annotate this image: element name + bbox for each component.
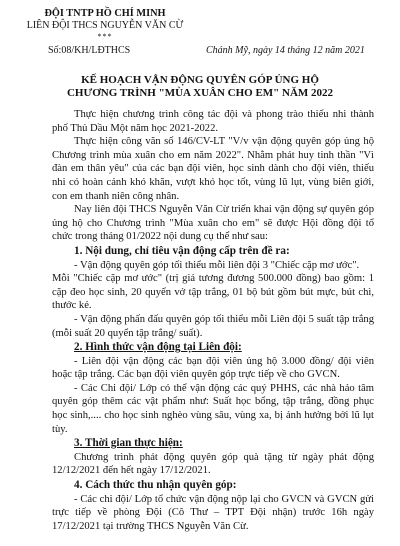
section-1-item-1: - Vận động quyên góp tối thiểu mỗi liên đội 3 "Chiếc cặp mơ ước".	[74, 259, 360, 271]
org-name-line2: LIÊN ĐỘI THCS NGUYỄN VĂN CỪ	[26, 20, 184, 31]
intro-paragraph-3: Nay liên đội THCS Nguyễn Văn Cừ triển khai vận động sự quyên góp ủng hộ cho Chương trình "Mùa xuân cho em" sẽ được Hội đồng đội tổ chức trong tháng 01/2022 nội dung cụ thể như sau:	[52, 204, 374, 243]
section-1-heading: 1. Nội dung, chỉ tiêu vận động cấp trên đề ra:	[74, 244, 290, 257]
organization-header	[20, 8, 190, 41]
org-name-line1: ĐỘI TNTP HỒ CHÍ MINH	[44, 8, 166, 19]
section-4-heading: 4. Cách thức thu nhận quyên góp:	[74, 479, 237, 492]
document-body	[52, 108, 374, 533]
intro-paragraph-1: Thực hiện chương trình công tác đội và phong trào thiếu nhi thành phố Thủ Dầu Một năm học 2021-2022.	[52, 109, 374, 134]
section-3-item-1: Chương trình phát động quyên góp quà tặng từ ngày phát động 12/12/2021 đến hết ngày 17/12/2021.	[52, 451, 374, 477]
section-1-item-2: Mỗi "Chiếc cặp mơ ước" (trị giá tương đương 500.000 đồng) bao gồm: 1 cặp đeo học sinh, 20 quyển vở tập trắng, 01 bộ bút gồm bút mực, bút chì, thước kẻ.	[52, 273, 374, 312]
header-stars: ***	[97, 32, 113, 41]
intro-paragraph-2: Thực hiện công văn số 146/CV-LT "V/v vận động quyên góp ủng hộ Chương trình mùa xuân cho em năm 2022". Nhằm phát huy tinh thần "Vì đàn em thân yêu" của các bạn đội viên, học sinh dành cho đội viên, thiếu nhi có hoàn cảnh khó khăn, vượt khó học tốt, vùng lũ lụt, vùng biên giới, con em thanh niên công nhân.	[52, 136, 374, 202]
section-4-item-1: - Các chi đội/ Lớp tổ chức vận động nộp lại cho GVCN và GVCN gửi trực tiếp về phòng Đội (Cô Thư – TPT Đội nhận) trước 16h ngày 17/12/2021 tại trường THCS Nguyễn Văn Cừ.	[52, 493, 374, 532]
title-line1: KẾ HOẠCH VẬN ĐỘNG QUYÊN GÓP ỦNG HỘ	[81, 74, 319, 86]
document-date: Chánh Mỹ, ngày 14 tháng 12 năm 2021	[206, 45, 365, 56]
document-title	[0, 74, 400, 100]
section-1-item-3: - Vận động phấn đấu quyên góp tối thiểu mỗi Liên đội 5 suất tập trắng (mỗi suất 20 quyển tập trắng/ suất).	[52, 313, 374, 339]
title-line2: CHƯƠNG TRÌNH "MÙA XUÂN CHO EM" NĂM 2022	[66, 87, 334, 99]
document-number: Số:08/KH/LĐTHCS	[48, 45, 131, 56]
section-2-item-1: - Liên đội vận động các bạn đội viên ủng hộ 3.000 đồng/ đội viên hoặc tập trắng. Các bạn đội viên quyên góp trực tiếp về cho GVCN.	[52, 355, 374, 381]
section-2-heading: 2. Hình thức vận động tại Liên đội:	[74, 341, 242, 354]
section-3-heading: 3. Thời gian thực hiện:	[74, 437, 183, 450]
section-2-item-2: - Các Chi đội/ Lớp có thể vận động các quý PHHS, các nhà hảo tâm quyên góp thêm các vật phẩm như: Suất học bổng, tập trắng, đồng phục học sinh,.... cho học sinh nghèo vùng sâu, vùng xa, bị ảnh hưởng bởi lũ lụt tùy.	[52, 382, 374, 435]
